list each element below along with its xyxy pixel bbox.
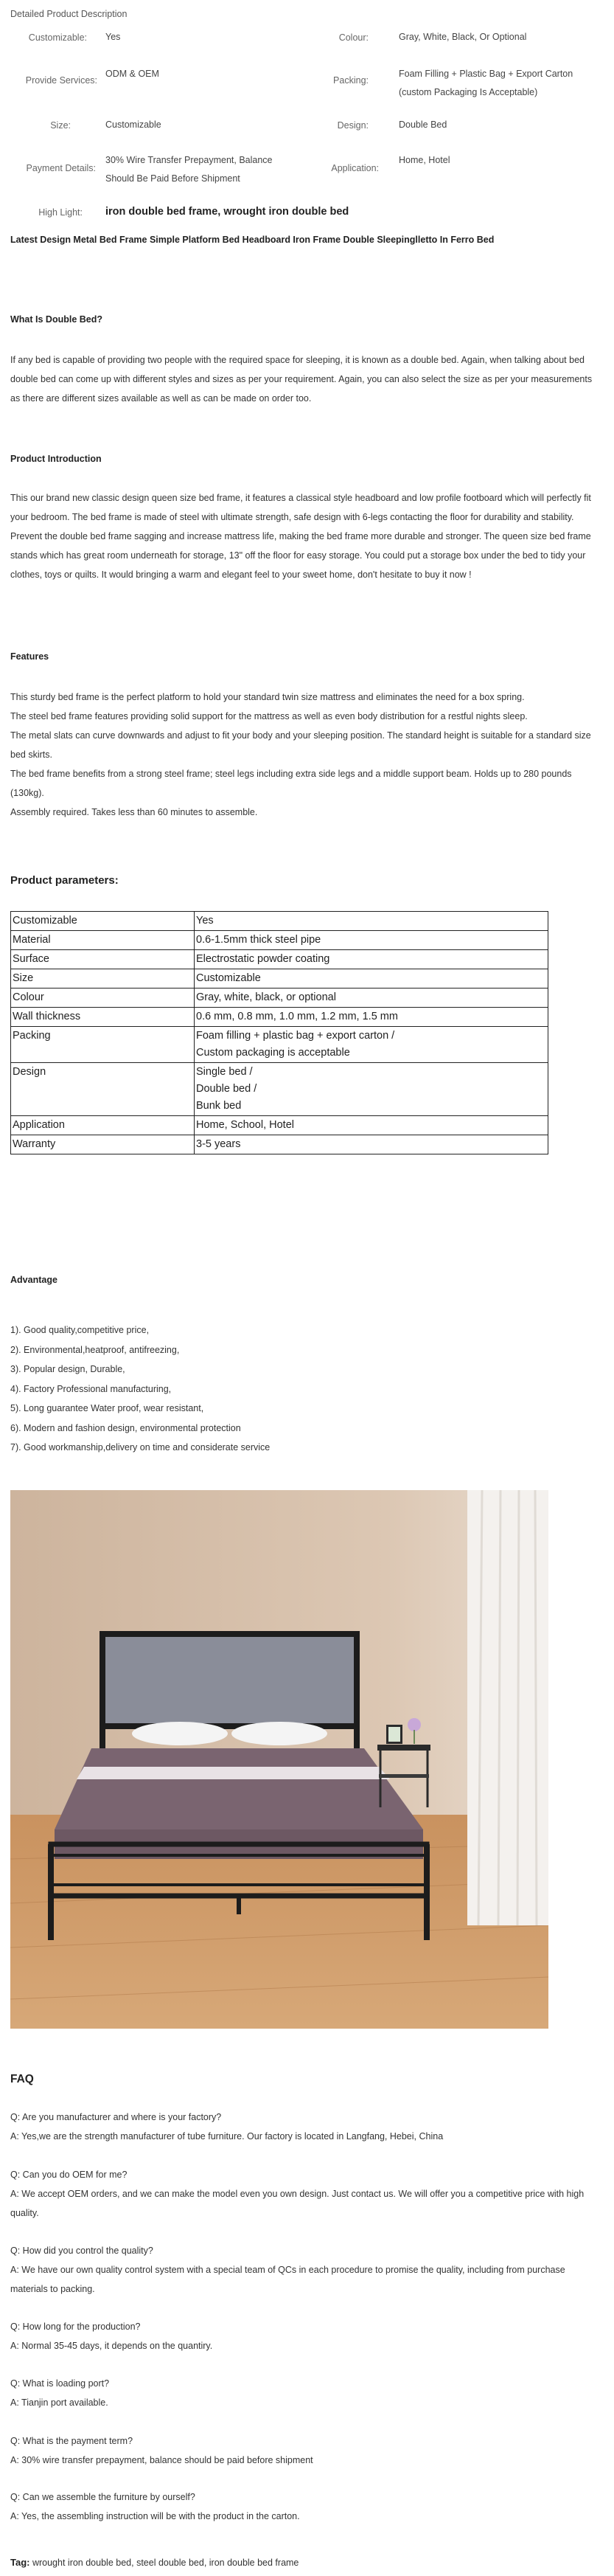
tag-link[interactable]: steel double bed — [136, 2558, 204, 2568]
spec-value-provide-services: ODM & OEM — [105, 69, 159, 79]
tag-link[interactable]: iron double bed frame — [209, 2558, 299, 2568]
list-item: 2). Environmental,heatproof, antifreezing, — [10, 1344, 180, 1355]
spec-value-high-light: iron double bed frame, wrought iron double bed — [105, 206, 349, 218]
list-item: 1). Good quality,competitive price, — [10, 1325, 150, 1335]
list-item: 6). Modern and fashion design, environmental protection — [10, 1422, 241, 1433]
spec-value-packing: Foam Filling + Plastic Bag + Export Carton (custom Packaging Is Acceptable) — [399, 69, 573, 97]
table-row: Colour Gray, white, black, or optional — [11, 988, 548, 1008]
features-list — [10, 688, 604, 822]
table-row: Wall thickness 0.6 mm, 0.8 mm, 1.0 mm, 1.2 mm, 1.5 mm — [11, 1008, 548, 1027]
spec-label-colour: Colour: — [338, 32, 369, 43]
tag-label: Tag: — [10, 2557, 30, 2568]
feature-line: The metal slats can curve downwards and adjust to fit your body and your sleeping position. The standard height is suitable for a standard size bed skirts. — [10, 730, 591, 760]
faq-question: Q: How did you control the quality? — [10, 2246, 153, 2256]
spec-label-packing: Packing: — [333, 75, 369, 86]
spec-label-application: Application: — [331, 163, 379, 173]
intro-body: This our brand new classic design queen size bed frame, it features a classical style headboard and low profile footboard which will perfectly fit your bedroom. The bed frame is made of steel with ultimate strength, safe design with 6-legs contacting the floor for durability and stability. Prevent the double bed frame sagging and increase mattress life, making the bed frame more durable and stronger. The queen size bed frame stands which has great room underneath for storage, 13" off the floor for easy storage. You could put a storage box under the bed to tidy your clothes, toys or quilts. It would bringing a warm and elegant feel to your sweet home, don't hesitate to buy it now ! — [10, 493, 591, 580]
faq-answer: A: 30% wire transfer prepayment, balance should be paid before shipment — [10, 2455, 313, 2465]
section-title: Detailed Product Description — [10, 9, 128, 19]
table-row: Material 0.6-1.5mm thick steel pipe — [11, 931, 548, 950]
spec-label-design: Design: — [337, 120, 369, 131]
faq-answer: A: Yes, the assembling instruction will be with the product in the carton. — [10, 2511, 300, 2521]
faq-question: Q: Can you do OEM for me? — [10, 2170, 128, 2180]
advantage-list — [10, 1320, 270, 1458]
spec-label-high-light: High Light: — [38, 207, 83, 218]
product-image — [10, 1490, 548, 2029]
what-is-body: If any bed is capable of providing two people with the required space for sleeping, it is known as a double bed. Again, when talking about bed double bed can come up with different styles and sizes as per your requirement. Again, you can also select the size as per your measurements as there are different sizes available as well as can be made on order too. — [10, 355, 593, 404]
faq-question: Q: What is loading port? — [10, 2378, 110, 2389]
feature-line: Assembly required. Takes less than 60 minutes to assemble. — [10, 807, 258, 817]
spec-label-provide-services: Provide Services: — [25, 75, 97, 86]
spec-label-payment-details: Payment Details: — [26, 163, 96, 173]
intro-heading: Product Introduction — [10, 454, 102, 464]
faq-answer: A: We have our own quality control system with a special team of QCs in each procedure to promise the quality, including from purchase materials to packing. — [10, 2265, 565, 2294]
spec-label-customizable: Customizable: — [28, 32, 87, 43]
feature-line: This sturdy bed frame is the perfect platform to hold your standard twin size mattress and eliminates the need for a box spring. — [10, 692, 525, 702]
parameters-table — [10, 911, 548, 1154]
list-item: 5). Long guarantee Water proof, wear resistant, — [10, 1403, 204, 1413]
faq-question: Q: What is the payment term? — [10, 2436, 133, 2446]
list-item: 4). Factory Professional manufacturing, — [10, 1383, 172, 1394]
table-row: Size Customizable — [11, 969, 548, 988]
list-item: 7). Good workmanship,delivery on time and considerate service — [10, 1442, 271, 1453]
spec-value-size: Customizable — [105, 120, 161, 130]
spec-value-application: Home, Hotel — [399, 155, 450, 165]
table-row: Warranty 3-5 years — [11, 1135, 548, 1154]
faq-heading: FAQ — [10, 2073, 34, 2085]
table-row: Surface Electrostatic powder coating — [11, 950, 548, 969]
table-row: Packing Foam filling + plastic bag + export carton / Custom packaging is acceptable — [11, 1027, 548, 1063]
faq-answer: A: Tianjin port available. — [10, 2397, 108, 2408]
spec-value-colour: Gray, White, Black, Or Optional — [399, 32, 527, 42]
product-title: Latest Design Metal Bed Frame Simple Platform Bed Headboard Iron Frame Double Sleepinglletto In Ferro Bed — [10, 235, 495, 245]
tag-link[interactable]: wrought iron double bed — [32, 2558, 132, 2568]
parameters-heading: Product parameters: — [10, 874, 119, 887]
feature-line: The bed frame benefits from a strong steel frame; steel legs including extra side legs and a middle support beam. Holds up to 280 pounds (130kg). — [10, 769, 572, 798]
table-row: Application Home, School, Hotel — [11, 1116, 548, 1135]
table-row: Customizable Yes — [11, 912, 548, 931]
spec-value-design: Double Bed — [399, 120, 447, 130]
list-item: 3). Popular design, Durable, — [10, 1364, 125, 1374]
faq-question: Q: Are you manufacturer and where is your factory? — [10, 2112, 222, 2122]
what-is-heading: What Is Double Bed? — [10, 314, 102, 325]
faq-answer: A: Normal 35-45 days, it depends on the quantiry. — [10, 2341, 213, 2351]
features-heading: Features — [10, 651, 49, 662]
faq-question: Q: How long for the production? — [10, 2321, 141, 2332]
feature-line: The steel bed frame features providing solid support for the mattress as well as even body distribution for a restful nights sleep. — [10, 711, 528, 721]
tag-line: Tag: wrought iron double bed, steel double bed, iron double bed frame — [10, 2557, 299, 2568]
advantage-heading: Advantage — [10, 1275, 57, 1285]
spec-value-payment-details: 30% Wire Transfer Prepayment, Balance Should Be Paid Before Shipment — [105, 155, 273, 184]
table-row: Design Single bed / Double bed / Bunk bed — [11, 1063, 548, 1116]
faq-question: Q: Can we assemble the furniture by ourself? — [10, 2492, 195, 2502]
spec-label-size: Size: — [50, 120, 71, 131]
spec-value-customizable: Yes — [105, 32, 121, 42]
faq-answer: A: Yes,we are the strength manufacturer of tube furniture. Our factory is located in Langfang, Hebei, China — [10, 2131, 444, 2142]
faq-answer: A: We accept OEM orders, and we can make the model even you own design. Just contact us. We will offer you a competitive price with high quality. — [10, 2189, 585, 2218]
